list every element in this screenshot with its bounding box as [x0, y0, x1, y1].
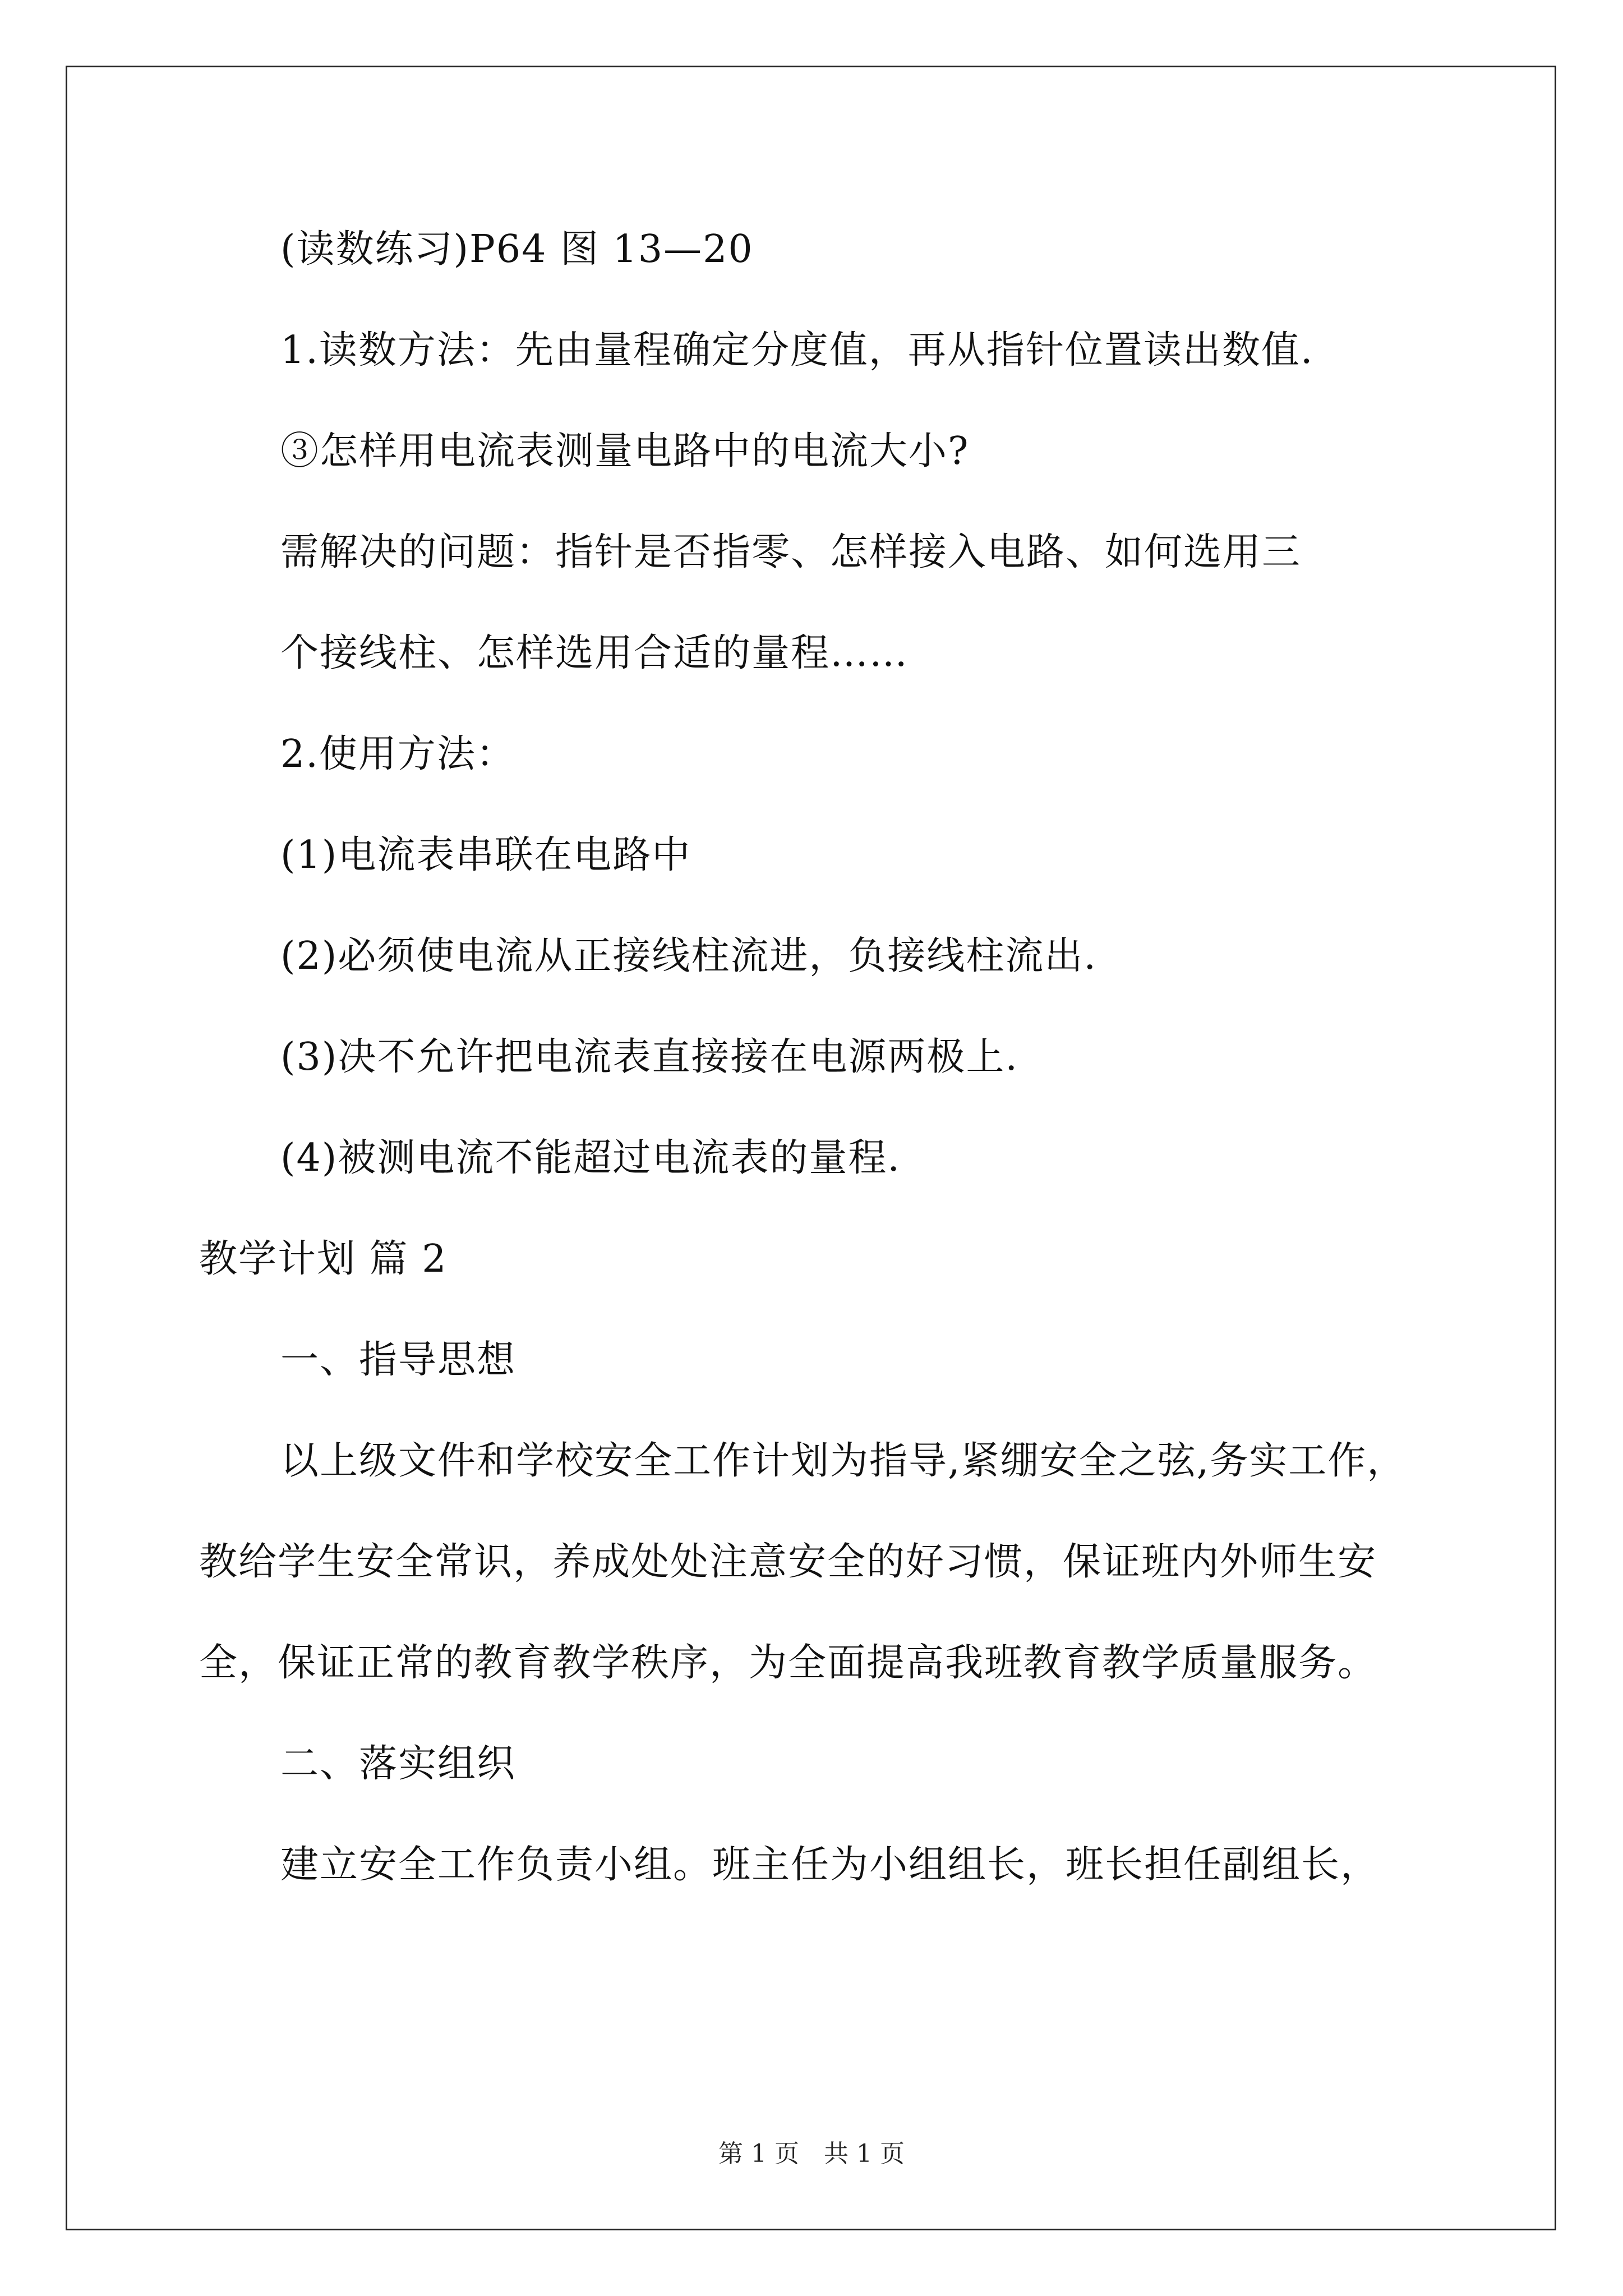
reading-exercise-line: (读数练习)P64 图 13—20 [280, 227, 754, 272]
usage-item-1: (1)电流表串联在电路中 [280, 833, 691, 877]
usage-item-2: (2)必须使电流从正接线柱流进，负接线柱流出. [280, 934, 1097, 978]
usage-item-3: (3)决不允许把电流表直接接在电源两极上. [280, 1035, 1018, 1079]
organization-heading: 二、落实组织 [280, 1742, 517, 1786]
guiding-thought-heading: 一、指导思想 [280, 1338, 517, 1382]
guiding-thought-paragraph-line-3: 全，保证正常的教育教学秩序，为全面提高我班教育教学质量服务。 [199, 1641, 1377, 1685]
reading-method-line: 1.读数方法：先由量程确定分度值，再从指针位置读出数值. [280, 328, 1314, 372]
problems-continued-line: 个接线柱、怎样选用合适的量程…… [280, 631, 909, 675]
guiding-thought-paragraph-line-2: 教给学生安全常识，养成处处注意安全的好习惯，保证班内外师生安 [199, 1540, 1377, 1584]
section-title: 教学计划 篇 2 [199, 1237, 448, 1281]
usage-item-4: (4)被测电流不能超过电流表的量程. [280, 1136, 901, 1180]
guiding-thought-paragraph-line-1: 以上级文件和学校安全工作计划为指导,紧绷安全之弦,务实工作， [280, 1439, 1407, 1483]
question-line: ③怎样用电流表测量电路中的电流大小? [280, 429, 970, 473]
organization-paragraph-line-1: 建立安全工作负责小组。班主任为小组组长，班长担任副组长， [280, 1843, 1380, 1887]
problems-line: 需解决的问题：指针是否指零、怎样接入电路、如何选用三 [280, 530, 1302, 574]
page-number-footer: 第 1 页 共 1 页 [718, 2139, 905, 2168]
usage-method-heading: 2.使用方法： [280, 732, 515, 776]
